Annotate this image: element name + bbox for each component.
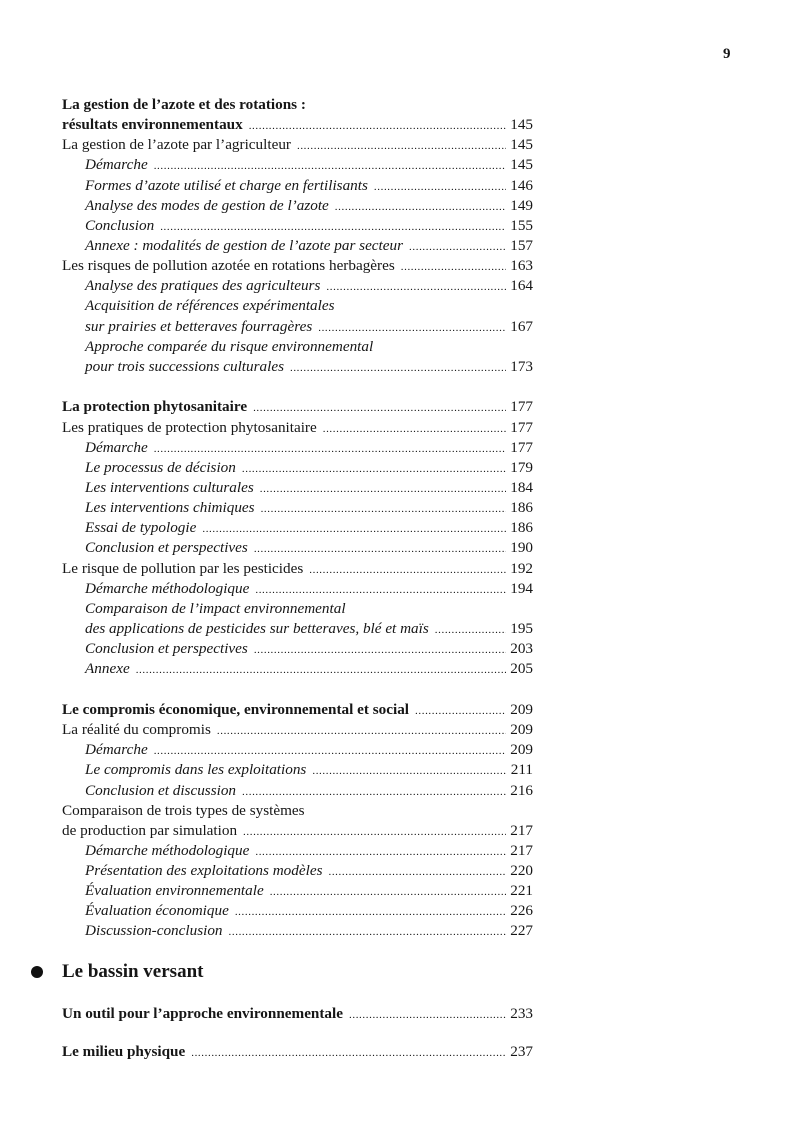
dot-leader	[326, 277, 506, 297]
toc-entry-title: Démarche	[85, 438, 148, 456]
toc-section	[62, 1004, 533, 1024]
part-entries	[62, 1004, 533, 1062]
toc-entry[interactable]	[62, 418, 533, 438]
toc-entry[interactable]	[62, 599, 533, 619]
toc-section	[62, 1042, 533, 1062]
toc-entry[interactable]	[62, 276, 533, 296]
toc-entry[interactable]	[62, 397, 533, 417]
toc-entry[interactable]	[62, 438, 533, 458]
dot-leader	[136, 660, 507, 680]
toc-entry-page: 155	[510, 216, 533, 234]
dot-leader	[328, 862, 506, 882]
toc-entry[interactable]	[62, 921, 533, 941]
toc-entry-page: 177	[510, 438, 533, 456]
toc-entry-title: La protection phytosanitaire	[62, 398, 248, 416]
toc-entry-page: 149	[510, 196, 533, 214]
dot-leader	[435, 620, 506, 640]
toc-entry-title: résultats environnementaux	[62, 116, 243, 134]
toc-entry-page: 190	[510, 539, 533, 557]
toc-entry[interactable]	[62, 95, 533, 115]
toc-section	[62, 397, 533, 679]
toc-entry-page: 177	[510, 398, 533, 416]
toc-entry-title: des applications de pesticides sur betteraves, blé et maïs	[85, 620, 429, 638]
toc-entry[interactable]	[62, 357, 533, 377]
toc-entry-title: Analyse des modes de gestion de l’azote	[85, 196, 329, 214]
dot-leader	[323, 419, 506, 439]
toc-entry[interactable]	[62, 176, 533, 196]
toc-entry[interactable]	[62, 659, 533, 679]
bullet-icon	[31, 966, 43, 978]
toc-entry-page: 203	[510, 640, 533, 658]
toc-entry-title: Le milieu physique	[62, 1043, 186, 1061]
toc-entry-page: 217	[510, 821, 533, 839]
toc-entry-title: Le risque de pollution par les pesticides	[62, 559, 304, 577]
dot-leader	[255, 580, 506, 600]
toc-entry-title: La réalité du compromis	[62, 721, 211, 739]
toc-entry-page: 217	[510, 841, 533, 859]
page-number: 9	[723, 46, 731, 62]
dot-leader	[254, 539, 506, 559]
toc-entry[interactable]	[62, 901, 533, 921]
toc-entry-page: 177	[510, 418, 533, 436]
dot-leader	[254, 640, 506, 660]
toc-entry-title: Démarche	[85, 156, 148, 174]
dot-leader	[290, 358, 506, 378]
dot-leader	[260, 479, 506, 499]
toc-entry[interactable]	[62, 619, 533, 639]
toc-entry-page: 145	[510, 116, 533, 134]
dot-leader	[261, 499, 507, 519]
dot-leader	[242, 459, 506, 479]
toc-entry[interactable]	[62, 760, 533, 780]
toc-entry-title: Acquisition de références expérimentales	[85, 297, 335, 315]
toc-entry-title: Les risques de pollution azotée en rotations herbagères	[62, 257, 395, 275]
toc-section	[62, 95, 533, 377]
toc-entry-title: Un outil pour l’approche environnementale	[62, 1005, 343, 1023]
toc-entry-page: 186	[510, 499, 533, 517]
toc-entry-title: Démarche méthodologique	[85, 579, 250, 597]
toc-entry-page: 145	[510, 156, 533, 174]
toc-entry[interactable]	[62, 881, 533, 901]
toc-section	[62, 700, 533, 942]
toc-entry[interactable]	[62, 135, 533, 155]
toc-entry-title: Le processus de décision	[85, 458, 236, 476]
dot-leader	[191, 1043, 506, 1063]
toc-entry[interactable]	[62, 518, 533, 538]
toc-entry-page: 192	[510, 559, 533, 577]
toc-entry-title: Évaluation environnementale	[85, 882, 264, 900]
dot-leader	[160, 217, 506, 237]
dot-leader	[270, 882, 507, 902]
toc-entry-title: Essai de typologie	[85, 519, 197, 537]
toc-entry-page: 184	[510, 479, 533, 497]
toc-entry-page: 209	[510, 721, 533, 739]
toc-entry-title: Les interventions culturales	[85, 479, 254, 497]
toc-entry[interactable]	[62, 478, 533, 498]
toc-entry[interactable]	[62, 559, 533, 579]
toc-entry-title: Formes d’azote utilisé et charge en fertilisants	[85, 176, 368, 194]
dot-leader	[253, 398, 506, 418]
toc-entry[interactable]	[62, 296, 533, 316]
toc-entry-title: sur prairies et betteraves fourragères	[85, 317, 313, 335]
toc-entry[interactable]	[62, 720, 533, 740]
toc-entry-title: Conclusion et perspectives	[85, 539, 248, 557]
dot-leader	[154, 741, 507, 761]
toc-entry-page: 157	[510, 236, 533, 254]
toc-entry-title: Comparaison de l’impact environnemental	[85, 599, 346, 617]
dot-leader	[309, 560, 506, 580]
toc-entry-page: 195	[510, 620, 533, 638]
part-title: Le bassin versant	[62, 961, 204, 983]
toc-entry-title: Le compromis économique, environnemental et social	[62, 700, 410, 718]
toc-entry-title: Présentation des exploitations modèles	[85, 862, 323, 880]
toc-entry-page: 211	[510, 761, 533, 779]
toc-entry[interactable]	[62, 498, 533, 518]
dot-leader	[401, 257, 506, 277]
toc-entry[interactable]	[62, 1004, 533, 1024]
toc-entry-page: 179	[510, 458, 533, 476]
dot-leader	[335, 197, 506, 217]
toc-entry-title: Annexe : modalités de gestion de l’azote par secteur	[85, 236, 404, 254]
toc-entry[interactable]	[62, 740, 533, 760]
toc-entry-title: Démarche méthodologique	[85, 841, 250, 859]
dot-leader	[409, 237, 506, 257]
toc-entry-page: 209	[510, 741, 533, 759]
dot-leader	[297, 136, 506, 156]
dot-leader	[154, 439, 507, 459]
dot-leader	[374, 177, 506, 197]
toc-entry-page: 173	[510, 357, 533, 375]
toc-entry-title: Comparaison de trois types de systèmes	[62, 801, 305, 819]
toc-entry[interactable]	[62, 337, 533, 357]
toc-entry[interactable]	[62, 115, 533, 135]
toc-entry-title: Évaluation économique	[85, 902, 229, 920]
dot-leader	[318, 318, 506, 338]
toc-entry[interactable]	[62, 821, 533, 841]
toc-entry[interactable]	[62, 700, 533, 720]
dot-leader	[255, 842, 506, 862]
toc-entry[interactable]	[62, 639, 533, 659]
dot-leader	[202, 519, 506, 539]
toc-entry-page: 163	[510, 257, 533, 275]
toc-entry[interactable]	[62, 216, 533, 236]
toc-entry-page: 145	[510, 136, 533, 154]
dot-leader	[349, 1005, 506, 1025]
toc-sections	[62, 95, 533, 942]
toc-entry[interactable]	[62, 458, 533, 478]
toc-entry[interactable]	[62, 861, 533, 881]
toc-entry-page: 205	[510, 660, 533, 678]
toc-entry-page: 194	[510, 579, 533, 597]
dot-leader	[243, 822, 506, 842]
table-of-contents	[62, 95, 533, 1080]
dot-leader	[415, 701, 506, 721]
toc-entry-title: Conclusion et discussion	[85, 781, 237, 799]
toc-entry[interactable]	[62, 196, 533, 216]
toc-entry-page: 209	[510, 700, 533, 718]
toc-entry-title: La gestion de l’azote et des rotations :	[62, 96, 306, 113]
toc-entry-title: Les pratiques de protection phytosanitaire	[62, 418, 317, 436]
toc-entry-page: 237	[510, 1043, 533, 1061]
toc-entry-title: Démarche	[85, 741, 148, 759]
toc-entry-page: 167	[510, 317, 533, 335]
toc-entry[interactable]	[62, 256, 533, 276]
toc-entry[interactable]	[62, 538, 533, 558]
dot-leader	[312, 761, 506, 781]
dot-leader	[249, 116, 507, 136]
toc-entry-title: Analyse des pratiques des agriculteurs	[85, 277, 321, 295]
toc-entry-page: 221	[510, 882, 533, 900]
part-heading	[62, 960, 533, 984]
toc-entry-title: pour trois successions culturales	[85, 357, 284, 375]
toc-entry-page: 227	[510, 922, 533, 940]
toc-entry-page: 233	[510, 1005, 533, 1023]
toc-entry-page: 220	[510, 862, 533, 880]
toc-entry-title: Discussion-conclusion	[85, 922, 223, 940]
toc-entry[interactable]	[62, 155, 533, 175]
dot-leader	[217, 721, 506, 741]
toc-entry-title: La gestion de l’azote par l’agriculteur	[62, 136, 291, 154]
toc-entry[interactable]	[62, 801, 533, 821]
toc-entry[interactable]	[62, 1042, 533, 1062]
toc-entry[interactable]	[62, 841, 533, 861]
toc-entry-page: 146	[510, 176, 533, 194]
dot-leader	[235, 902, 506, 922]
toc-entry-page: 226	[510, 902, 533, 920]
toc-entry[interactable]	[62, 579, 533, 599]
toc-entry-title: Les interventions chimiques	[85, 499, 255, 517]
toc-entry[interactable]	[62, 317, 533, 337]
toc-entry[interactable]	[62, 781, 533, 801]
toc-entry-title: de production par simulation	[62, 821, 238, 839]
toc-entry[interactable]	[62, 236, 533, 256]
dot-leader	[154, 156, 507, 176]
toc-entry-page: 164	[510, 277, 533, 295]
toc-entry-title: Conclusion et perspectives	[85, 640, 248, 658]
dot-leader	[229, 922, 507, 942]
toc-entry-title: Annexe	[85, 660, 130, 678]
toc-entry-title: Le compromis dans les exploitations	[85, 761, 307, 779]
toc-entry-title: Conclusion	[85, 216, 155, 234]
toc-entry-page: 216	[510, 781, 533, 799]
dot-leader	[242, 782, 506, 802]
toc-entry-page: 186	[510, 519, 533, 537]
toc-entry-title: Approche comparée du risque environnemental	[85, 337, 374, 355]
